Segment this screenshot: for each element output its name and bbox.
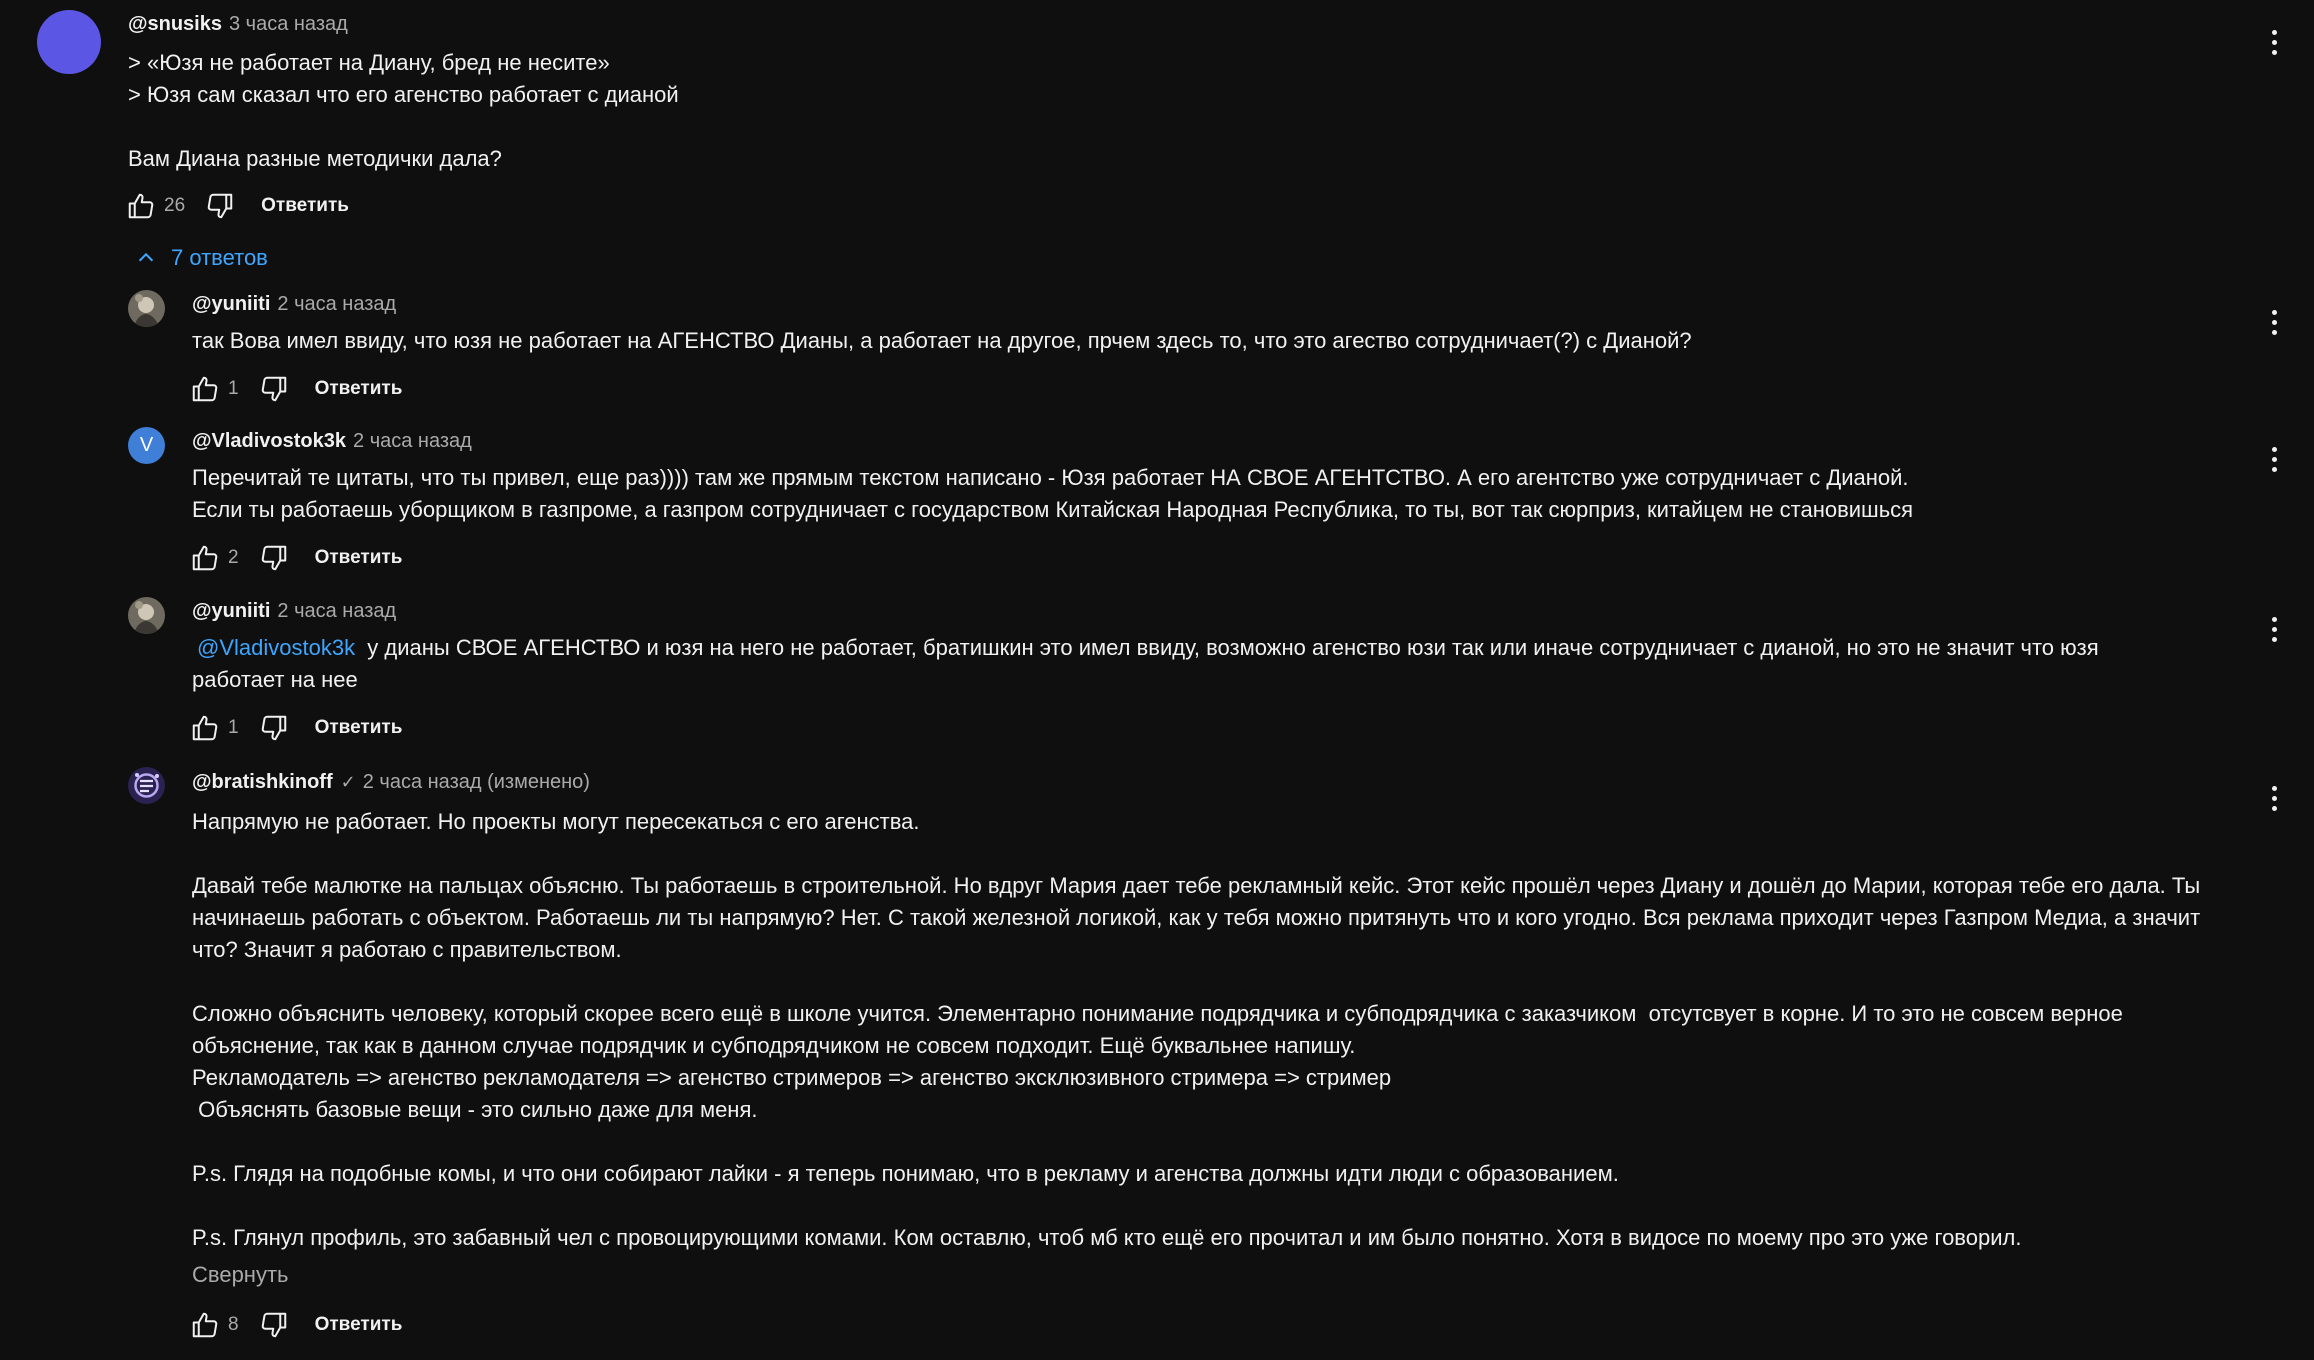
replies-toggle-label: 7 ответов — [171, 245, 268, 270]
more-actions-icon[interactable] — [2264, 609, 2284, 649]
comment-actions — [188, 1307, 402, 1343]
like-count: 2 — [228, 547, 239, 568]
comment-time[interactable]: 2 часа назад (изменено) — [362, 771, 590, 793]
dislike-icon[interactable] — [257, 372, 291, 406]
comment-author[interactable]: @yuniiti — [192, 600, 271, 622]
like-icon[interactable] — [188, 1308, 222, 1342]
avatar[interactable] — [128, 597, 165, 634]
comment-header — [128, 13, 348, 36]
comment-time[interactable]: 2 часа назад — [277, 600, 397, 622]
like-icon[interactable] — [124, 189, 158, 223]
comment-text: Напрямую не работает. Но проекты могут пересекаться с его агенства. Давай тебе малютке на пальцах объясню. Ты работаешь в строительной. Но вдруг Мария дает тебе рекламный кейс. Этот кейс прошёл через Диану и дошёл до Марии, которая тебе его дала. Ты начинаешь работать с объектом. Работаешь ли ты напрямую? Нет. С такой железной логикой, как у тебя можно притянуть что и кого угодно. Вся реклама приходит через Газпром Медиа, а значит что? Значит я работаю с правительством. Сложно объяснить человеку, который скорее всего ещё в школе учится. Элементарно понимание подрядчика и субподрядчика с заказчиком отсутсвует в корне. И то это не совсем верное объяснение, так как в данном случае подрядчик и субподрядчиком не совсем подходит. Ещё буквальнее напишу. Рекламодатель => агенство рекламодателя => агенство стримеров => агенство эксклюзивного стримера => стример Объяснять базовые вещи - это сильно даже для меня. P.s. Глядя на подобные комы, и что они собирают лайки - я теперь понимаю, что в рекламу и агенства должны идти люди с образованием. P.s. Глянул профиль, это забавный чел с провоцирующими комами. Ком оставлю, чтоб мб кто ещё его прочитал и им было понятно. Хотя в видосе по моему про это уже говорил. — [192, 809, 2201, 1250]
dislike-icon[interactable] — [257, 541, 291, 575]
more-actions-icon[interactable] — [2264, 22, 2284, 62]
like-icon[interactable] — [188, 711, 222, 745]
like-count: 1 — [228, 378, 239, 399]
mention-link[interactable]: @Vladivostok3k — [197, 635, 356, 660]
like-icon[interactable] — [188, 541, 222, 575]
like-count: 1 — [228, 717, 239, 738]
comment-time[interactable]: 2 часа назад — [277, 293, 397, 315]
reply-button[interactable]: Ответить — [314, 547, 403, 568]
comment-author[interactable]: @Vladivostok3k — [192, 430, 347, 452]
like-icon[interactable] — [188, 372, 222, 406]
comment-text: так Вова имел ввиду, что юзя не работает на АГЕНСТВО Дианы, а работает на другое, прчем здесь то, что это агество сотрудничает(?) с Дианой? — [192, 328, 1692, 353]
comment-author[interactable]: @snusiks — [128, 13, 222, 35]
comment-actions — [124, 188, 349, 224]
reply-button[interactable]: Ответить — [314, 1314, 403, 1335]
comment-time[interactable]: 2 часа назад — [353, 430, 472, 452]
comment-author[interactable]: @bratishkinoff — [192, 771, 333, 793]
comment-actions — [188, 371, 402, 407]
comment-text: > «Юзя не работает на Диану, бред не несите» > Юзя сам сказал что его агенство работает с дианой Вам Диана разные методички дала? — [128, 50, 679, 171]
like-count: 26 — [164, 195, 186, 216]
comment-body: у дианы СВОЕ АГЕНСТВО и юзя на него не работает, братишкин это имел ввиду, возможно агенство юзи так или иначе сотрудничает с дианой, но это не значит что юзя работает на нее — [192, 635, 2105, 692]
avatar[interactable] — [128, 427, 165, 464]
reply-button[interactable]: Ответить — [261, 195, 349, 216]
more-actions-icon[interactable] — [2264, 302, 2284, 342]
avatar[interactable] — [128, 767, 165, 804]
comment-header — [192, 293, 396, 316]
replies-toggle-button[interactable] — [135, 245, 268, 271]
avatar[interactable] — [128, 290, 165, 327]
dislike-icon[interactable] — [203, 189, 237, 223]
comment-actions — [188, 540, 402, 576]
like-count: 8 — [228, 1314, 239, 1335]
comment-header — [192, 771, 590, 794]
reply-button[interactable]: Ответить — [314, 717, 403, 738]
comment-author[interactable]: @yuniiti — [192, 293, 271, 315]
reply-button[interactable]: Ответить — [314, 378, 403, 399]
comment-header — [192, 430, 472, 453]
avatar-letter: V — [139, 434, 154, 456]
comment-text: Перечитай те цитаты, что ты привел, еще раз)))) там же прямым текстом написано - Юзя работает НА СВОЕ АГЕНТСТВО. А его агентство уже сотрудничает с Дианой. Если ты работаешь уборщиком в газпроме, а газпром сотрудничает с государством Китайская Народная Республика, то ты, вот так сюрприз, китайцем не становишься — [192, 465, 1914, 522]
more-actions-icon[interactable] — [2264, 778, 2284, 818]
more-actions-icon[interactable] — [2264, 439, 2284, 479]
comment-actions — [188, 710, 402, 746]
collapse-button[interactable]: Свернуть — [192, 1262, 289, 1287]
chevron-up-icon — [135, 247, 157, 269]
comment-text — [192, 632, 2192, 696]
dislike-icon[interactable] — [257, 711, 291, 745]
avatar[interactable] — [37, 10, 101, 74]
comment-time[interactable]: 3 часа назад — [228, 13, 348, 35]
dislike-icon[interactable] — [257, 1308, 291, 1342]
comment-header — [192, 600, 396, 623]
verified-icon: ✓ — [340, 772, 356, 792]
